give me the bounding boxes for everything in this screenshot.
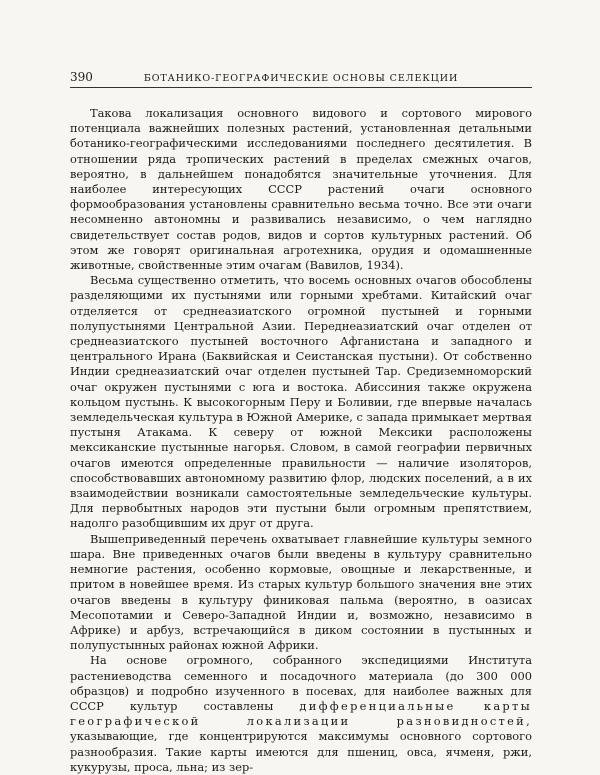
paragraph: Весьма существенно отметить, что восемь основных очагов обособлены разделяющими их пустынями или горными хребтами. Китайский очаг отделяется от среднеазиатского огромной пустыней и горными полупустынями Центральной Азии. Переднеазиатский очаг отделен от среднеазиатского пустыней восточного Афганистана и западного и центрального Ирана (Баквийская и Сеистанская пустыни). От собственно Индии среднеазиатский очаг отделен пустыней Тар. Средиземноморский очаг окружен пустынями с юга и востока. Абиссиния также окружена кольцом пустынь. К высокогорным Перу и Боливии, где впервые началась земледельческая культура в Южной Америке, с запада примыкает мертвая пустыня Атакама. К северу от южной Мексики расположены мексиканские пустынные нагорья. Словом, в самой географии первичных очагов имеются определенные правильности — наличие изоляторов, способствовавших автономному развитию флор, людских поселений, а в их взаимодействии возникали самостоятельные земледельческие культуры. Для первобытных народов эти пустыни были огромным препятствием, надолго разобщившим их друг от друга. xyxy=(70,273,532,531)
spaced-emphasis-text: дифференциальные карты географической локализации разновидностей, xyxy=(70,698,532,729)
paragraph-text-start: На основе огромного, собранного экспедициями Института растениеводства семенного и посадочного материала (до 300 000 образцов) и подробно изученного в посевах, для наиболее важных для СССР культур составлены xyxy=(70,653,532,713)
book-page xyxy=(70,70,532,775)
paragraph-text-end: указывающие, где концентрируются максимумы основного сортового разнообразия. Такие карты имеются для пшениц, овса, ячменя, ржи, кукурузы, проса, льна; из зер- xyxy=(70,729,532,774)
body-text xyxy=(70,106,532,775)
paragraph xyxy=(70,653,532,775)
page-number: 390 xyxy=(70,70,93,84)
running-title: БОТАНИКО-ГЕОГРАФИЧЕСКИЕ ОСНОВЫ СЕЛЕКЦИИ xyxy=(143,73,459,84)
paragraph: Вышеприведенный перечень охватывает главнейшие культуры земного шара. Вне приведенных очагов были введены в культуру сравнительно немногие растения, особенно кормовые, овощные и лекарственные, и притом в новейшее время. Из старых культур большого значения вне этих очагов введены в культуру финиковая пальма (вероятно, в оазисах Месопотамии и Северо-Западной Индии и, возможно, независимо в Африке) и арбуз, встречающийся в диком состоянии в пустынных и полупустынных районах южной Африки. xyxy=(70,531,532,653)
page-header xyxy=(70,70,532,88)
paragraph: Такова локализация основного видового и сортового мирового потенциала важнейших полезных растений, установленная детальными ботанико-географическими исследованиями последнего десятилетия. В отношении ряда тропических растений в пределах смежных очагов, вероятно, в дальнейшем понадобятся значительные уточнения. Для наиболее интересующих СССР растений очаги основного формообразования установлены сравнительно весьма точно. Все эти очаги несомненно автономны и развивались независимо, о чем наглядно свидетельствует состав родов, видов и сортов культурных растений. Об этом же говорят оригинальная агротехника, орудия и одомашненные животные, свойственные этим очагам (Вавилов, 1934). xyxy=(70,106,532,273)
